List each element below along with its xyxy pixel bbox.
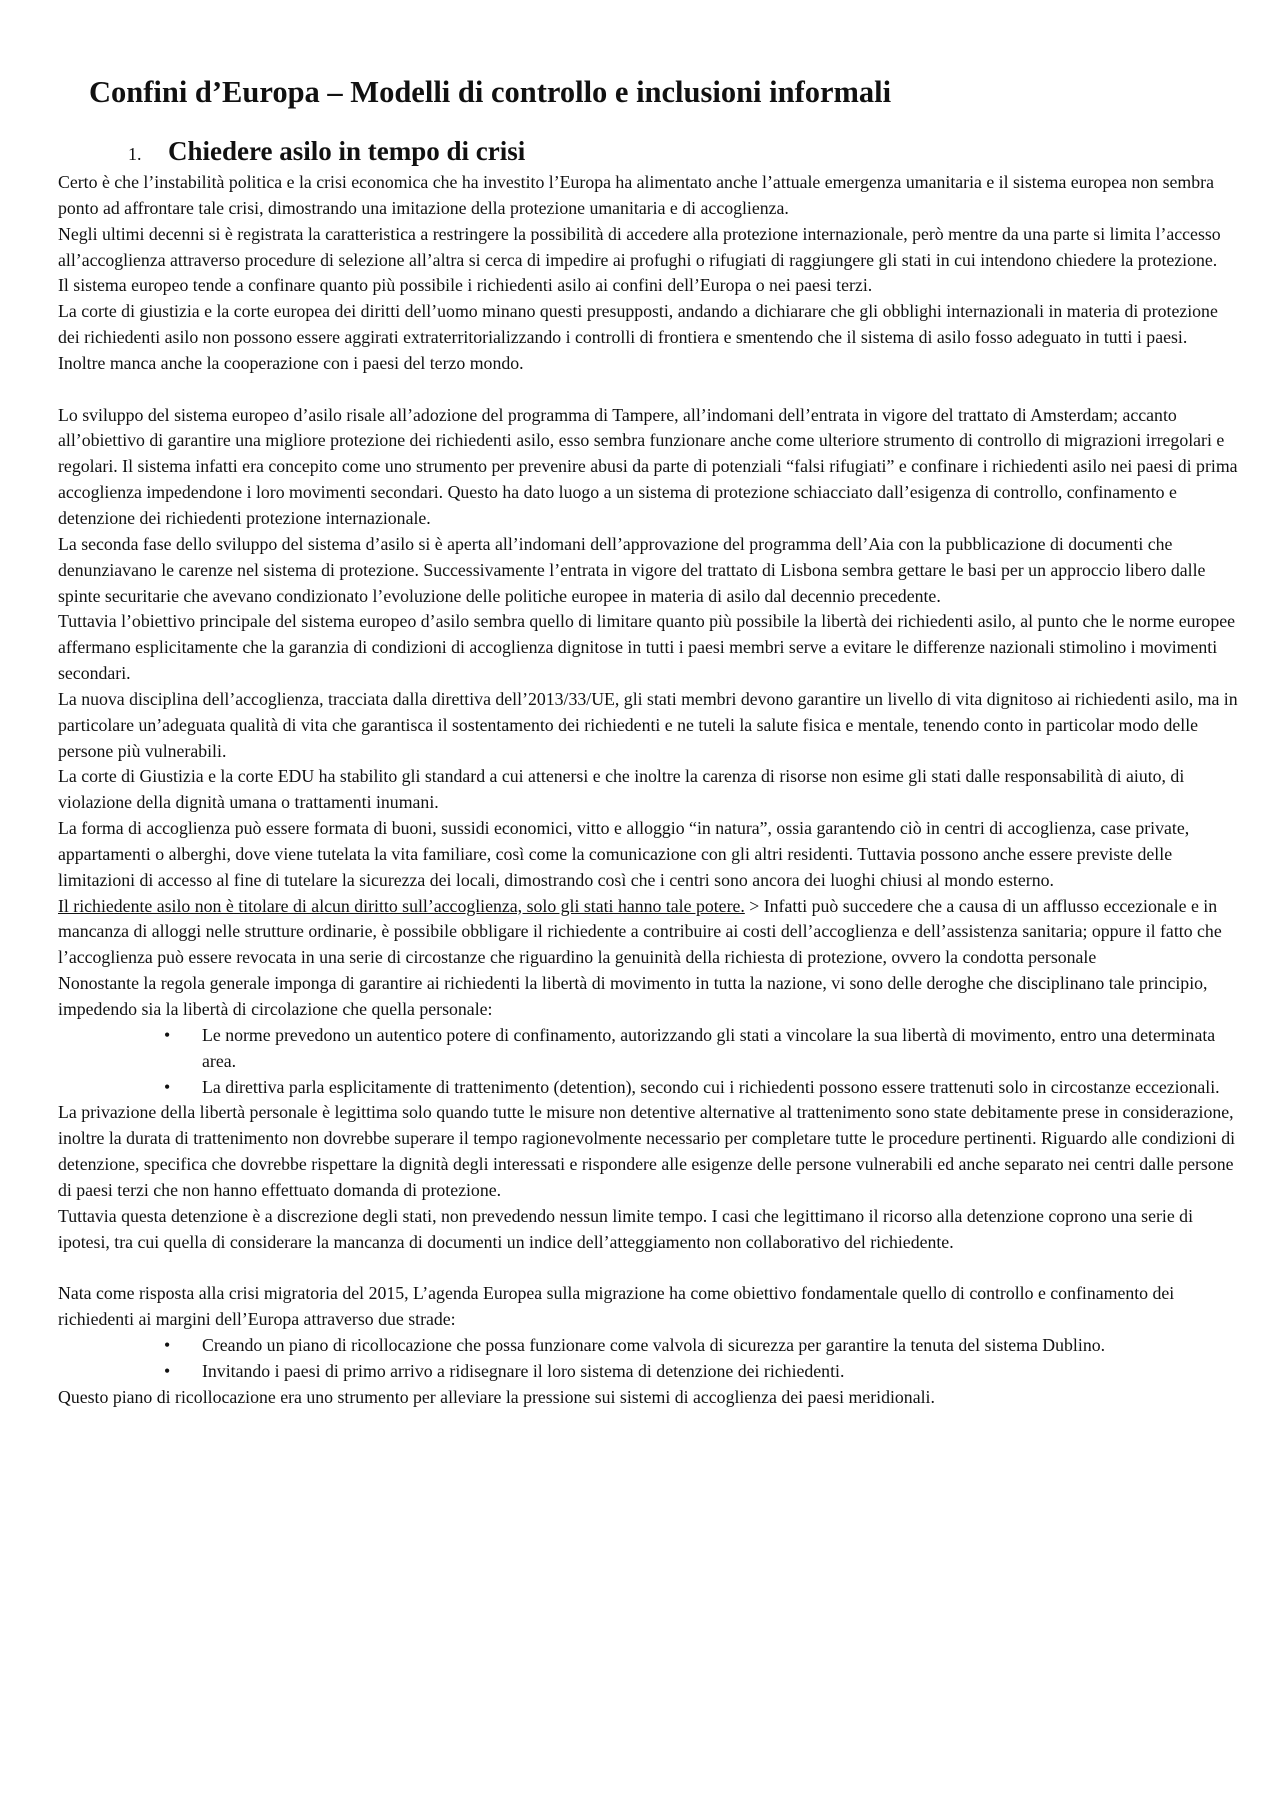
paragraph: Inoltre manca anche la cooperazione con i paesi del terzo mondo.: [58, 352, 524, 373]
paragraph: La corte di giustizia e la corte europea dei diritti dell’uomo minano questi presupposti, andando a dichiarare che gli obblighi internazionali in materia di protezione dei richiedenti asilo non possono essere aggirati extraterritorializzando i controlli di frontiera e smentendo che il sistema di asilo fosso adeguato in tutti i paesi.: [58, 301, 1218, 348]
bullet-icon: •: [164, 1334, 171, 1355]
list-item-text: Creando un piano di ricollocazione che possa funzionare come valvola di sicurezza per garantire la tenuta del sistema Dublino.: [202, 1334, 1106, 1355]
paragraph: Tuttavia l’obiettivo principale del sistema europeo d’asilo sembra quello di limitare quanto più possibile la libertà dei richiedenti asilo, al punto che le norme europee affermano esplicitamente che la garanzia di condizioni di accoglienza dignitose in tutti i paesi membri serve a evitare le differenze nazionali stimolino i movimenti secondari.: [58, 611, 1236, 684]
list-item: [164, 1333, 1238, 1359]
blank-line: [58, 377, 1238, 403]
section-heading-text: Chiedere asilo in tempo di crisi: [168, 136, 526, 166]
bullet-list: [58, 1023, 1238, 1101]
document-title: Confini d’Europa – Modelli di controllo e inclusioni informali: [89, 75, 892, 109]
paragraph: Certo è che l’instabilità politica e la crisi economica che ha investito l’Europa ha alimentato anche l’attuale emergenza umanitaria e il sistema europea non sembra ponto ad affrontare tale crisi, dimostrando una imitazione della protezione umanitaria e di accoglienza.: [58, 172, 1214, 218]
list-item: [164, 1023, 1238, 1075]
paragraph: Questo piano di ricollocazione era uno strumento per alleviare la pressione sui sistemi di accoglienza dei paesi meridionali.: [58, 1386, 935, 1407]
bullet-icon: •: [164, 1024, 171, 1045]
paragraph: La corte di Giustizia e la corte EDU ha stabilito gli standard a cui attenersi e che inoltre la carenza di risorse non esime gli stati dalle responsabilità di aiuto, di violazione della dignità umana o trattamenti inumani.: [58, 766, 1185, 813]
list-item-text: Invitando i paesi di primo arrivo a ridisegnare il loro sistema di detenzione dei richiedenti.: [202, 1360, 845, 1381]
bullet-list: [58, 1333, 1238, 1385]
paragraph-continuation: > Infatti può succedere che a causa di un afflusso eccezionale e in mancanza di alloggi nelle strutture ordinarie, è possibile obbligare il richiedente a contribuire ai costi dell’accoglienza e dell’assistenza sanitaria; oppure il fatto che l’accoglienza può essere revocata in una serie di circostanze che riguardino la genuinità della richiesta di protezione, ovvero la condotta personale: [58, 895, 1222, 968]
list-item-text: Le norme prevedono un autentico potere di confinamento, autorizzando gli stati a vincolare la sua libertà di movimento, entro una determinata area.: [202, 1024, 1216, 1071]
paragraph: Lo sviluppo del sistema europeo d’asilo risale all’adozione del programma di Tampere, all’indomani dell’entrata in vigore del trattato di Amsterdam; accanto all’obiettivo di garantire una migliore protezione dei richiedenti asilo, esso sembra funzionare anche come ulteriore strumento di controllo di migrazioni irregolari e regolari. Il sistema infatti era concepito come uno strumento per prevenire abusi da parte di potenziali “falsi rifugiati” e confinare i richiedenti asilo nei paesi di prima accoglienza impedendone i loro movimenti secondari. Questo ha dato luogo a un sistema di protezione schiacciato dall’esigenza di controllo, confinamento e detenzione dei richiedenti protezione internazionale.: [58, 404, 1238, 528]
paragraph: La forma di accoglienza può essere formata di buoni, sussidi economici, vitto e alloggio “in natura”, ossia garantendo ciò in centri di accoglienza, case private, appartamenti o alberghi, dove viene tutelata la vita familiare, così come la comunicazione con gli altri residenti. Tuttavia possono anche essere previste delle limitazioni di accesso al fine di tutelare la sicurezza dei locali, dimostrando così che i centri sono ancora dei luoghi chiusi al mondo esterno.: [58, 818, 1190, 890]
paragraph: [58, 894, 1238, 972]
list-item-text: La direttiva parla esplicitamente di trattenimento (detention), secondo cui i richiedenti possono essere trattenuti solo in circostanze eccezionali.: [202, 1076, 1220, 1097]
bullet-icon: •: [164, 1076, 171, 1097]
list-item: [164, 1359, 1238, 1385]
paragraph: Il sistema europeo tende a confinare quanto più possibile i richiedenti asilo ai confini dell’Europa o nei paesi terzi.: [58, 275, 873, 296]
paragraph: Nata come risposta alla crisi migratoria del 2015, L’agenda Europea sulla migrazione ha come obiettivo fondamentale quello di controllo e confinamento dei richiedenti ai margini dell’Europa attraverso due strade:: [58, 1283, 1175, 1330]
paragraph: La seconda fase dello sviluppo del sistema d’asilo si è aperta all’indomani dell’approvazione del programma dell’Aia con la pubblicazione di documenti che denunziavano le carenze nel sistema di protezione. Successivamente l’entrata in vigore del trattato di Lisbona sembra gettare le basi per un approccio libero dalle spinte securitarie che avevano condizionato l’evoluzione delle politiche europee in materia di asilo dal decennio precedente.: [58, 533, 1206, 606]
paragraph: Tuttavia questa detenzione è a discrezione degli stati, non prevedendo nessun limite tempo. I casi che legittimano il ricorso alla detenzione coprono una serie di ipotesi, tra cui quella di considerare la mancanza di documenti un indice dell’atteggiamento non collaborativo del richiedente.: [58, 1205, 1194, 1252]
section-number: 1.: [128, 144, 142, 164]
list-item: [164, 1075, 1238, 1101]
paragraph: Nonostante la regola generale imponga di garantire ai richiedenti la libertà di movimento in tutta la nazione, vi sono delle deroghe che disciplinano tale principio, impedendo sia la libertà di circolazione che quella personale:: [58, 973, 1208, 1019]
paragraph: La nuova disciplina dell’accoglienza, tracciata dalla direttiva dell’2013/33/UE, gli stati membri devono garantire un livello di vita dignitoso ai richiedenti asilo, ma in particolare un’adeguata qualità di vita che garantisca il sostentamento dei richiedenti e ne tuteli la salute fisica e mentale, tenendo conto in particolar modo delle persone più vulnerabili.: [58, 688, 1238, 761]
document-body: [58, 170, 1238, 1411]
paragraph: La privazione della libertà personale è legittima solo quando tutte le misure non detentive alternative al trattenimento sono state debitamente prese in considerazione, inoltre la durata di trattenimento non dovrebbe superare il tempo ragionevolmente necessario per completare tutte le procedure pertinenti. Riguardo alle condizioni di detenzione, specifica che dovrebbe rispettare la dignità degli interessati e rispondere alle esigenze delle persone vulnerabili ed anche separato nei centri dalle persone di paesi terzi che non hanno effettuato domanda di protezione.: [58, 1102, 1236, 1200]
blank-line: [58, 1255, 1238, 1281]
bullet-icon: •: [164, 1360, 171, 1381]
underlined-statement: Il richiedente asilo non è titolare di alcun diritto sull’accoglienza, solo gli stati hanno tale potere.: [58, 895, 745, 916]
paragraph: Negli ultimi decenni si è registrata la caratteristica a restringere la possibilità di accedere alla protezione internazionale, però mentre da una parte si limita l’accesso all’accoglienza attraverso procedure di selezione all’altra si cerca di impedire ai profughi o rifugiati di raggiungere gli stati in cui intendono chiedere la protezione.: [58, 223, 1221, 270]
section-heading: [128, 133, 525, 172]
